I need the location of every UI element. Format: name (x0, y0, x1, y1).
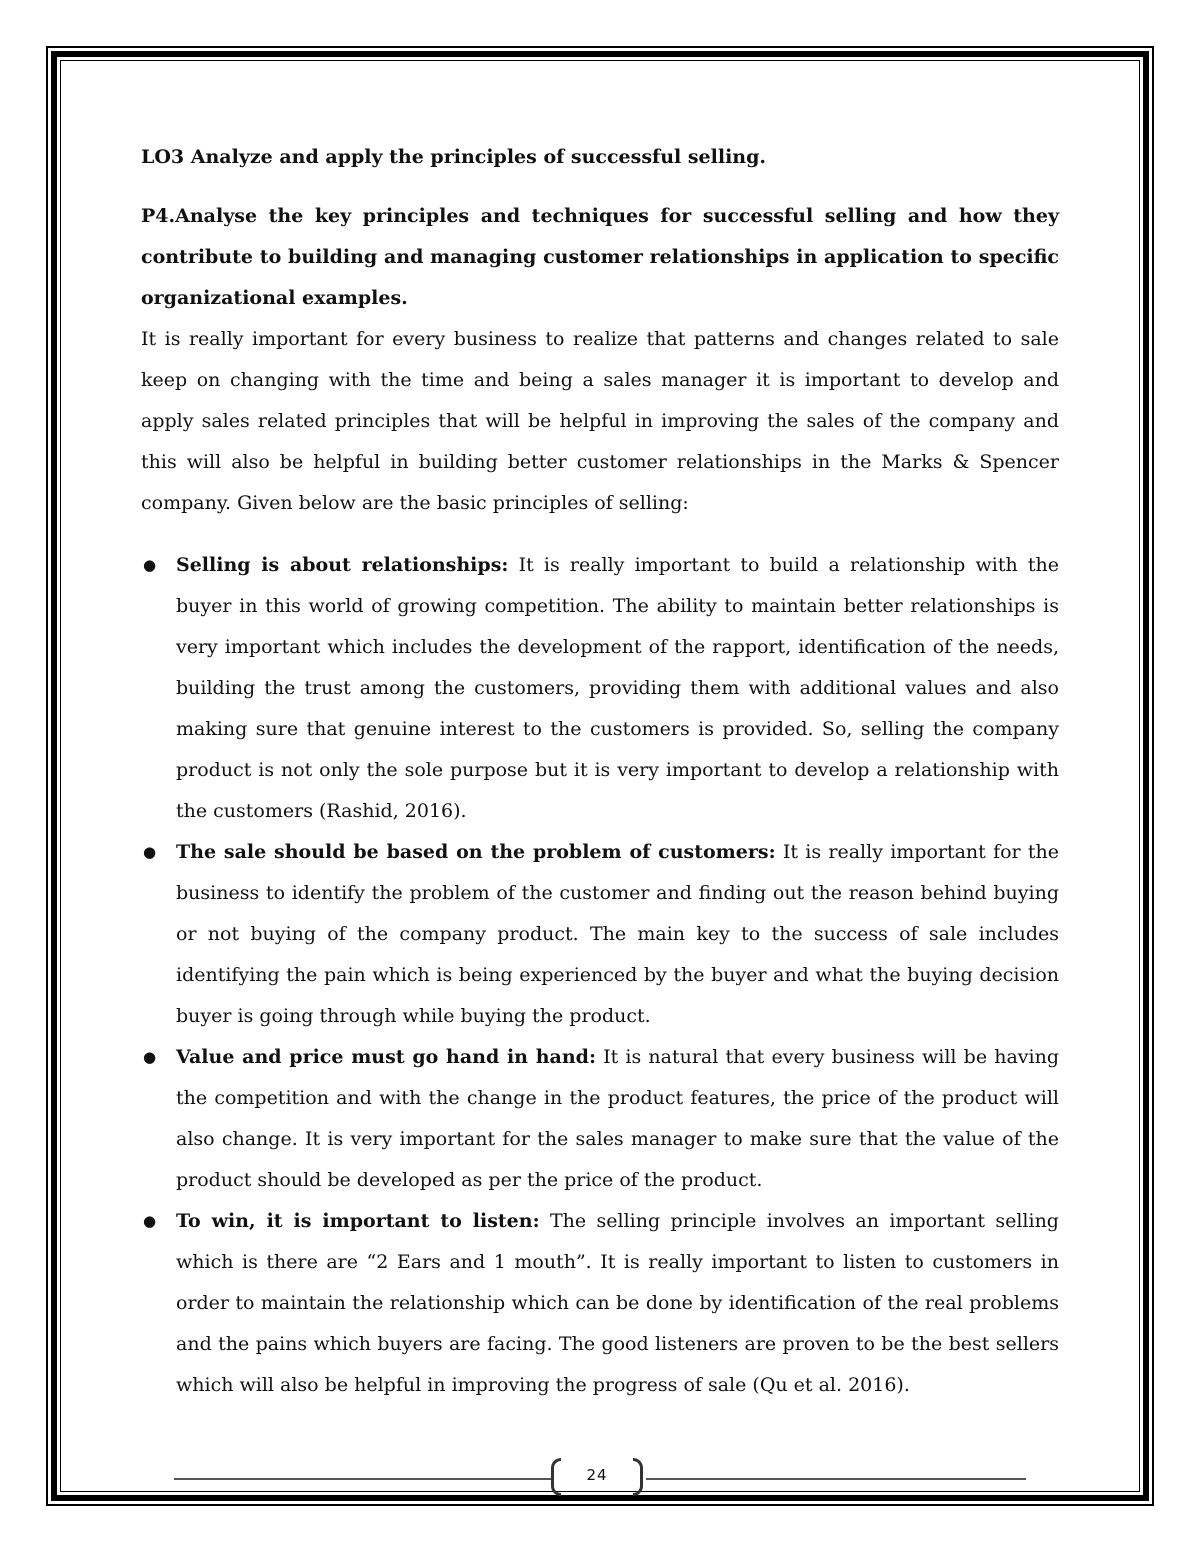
principle-title: To win, it is important to listen: (176, 1210, 540, 1232)
footer-bracket-left (551, 1458, 561, 1496)
footer-rule-right (646, 1478, 1026, 1480)
principle-text: It is natural that every business will be having the competition and with the change in the product features, the price of the product will also change. It is very important for the sales manager to make sure that the value of the product should be developed as per the price of the product. (176, 1046, 1060, 1191)
bullet-icon: ● (143, 556, 157, 574)
principle-title: Selling is about relationships: (176, 554, 509, 576)
footer-rule-left (174, 1478, 554, 1480)
principle-text: It is really important to build a relationship with the buyer in this world of growing competition. The ability to maintain better relationships is very important which includes the development of the rapport, identification of the needs, building the trust among the customers, providing them with additional values and also making sure that genuine interest to the customers is provided. So, selling the company product is not only the sole purpose but it is very important to develop a relationship with the customers (Rashid, 2016). (176, 554, 1059, 822)
p4-heading: P4.Analyse the key principles and techniques for successful selling and how they contribute to building and managing customer relationships in application to specific organizational examples. (141, 205, 1059, 309)
bullet-icon: ● (143, 1212, 157, 1230)
page-number: 24 (586, 1466, 608, 1484)
principle-title: Value and price must go hand in hand: (176, 1046, 596, 1068)
intro-paragraph: It is really important for every business to realize that patterns and changes related to sale keep on changing with the time and being a sales manager it is important to develop and apply sales related principles that will be helpful in improving the sales of the company and this will also be helpful in building better customer relationships in the Marks & Spencer company. Given below are the basic principles of selling: (141, 328, 1059, 514)
lo3-heading: LO3 Analyze and apply the principles of successful selling. (141, 146, 767, 168)
list-item (141, 1201, 1059, 1406)
footer-bracket-right (633, 1458, 643, 1496)
bullet-icon: ● (143, 1048, 157, 1066)
document-body (141, 137, 1059, 1406)
principle-text: The selling principle involves an important selling which is there are “2 Ears and 1 mouth”. It is really important to listen to customers in order to maintain the relationship which can be done by identification of the real problems and the pains which buyers are facing. The good listeners are proven to be the best sellers which will also be helpful in improving the progress of sale (Qu et al. 2016). (176, 1210, 1059, 1396)
principle-title: The sale should be based on the problem of customers: (176, 841, 776, 863)
list-item (141, 1037, 1059, 1201)
principles-list (141, 545, 1059, 1406)
list-item (141, 545, 1059, 832)
list-item (141, 832, 1059, 1037)
bullet-icon: ● (143, 843, 157, 861)
principle-text: It is really important for the business to identify the problem of the customer and finding out the reason behind buying or not buying of the company product. The main key to the success of sale includes identifying the pain which is being experienced by the buyer and what the buying decision buyer is going through while buying the product. (176, 841, 1060, 1027)
